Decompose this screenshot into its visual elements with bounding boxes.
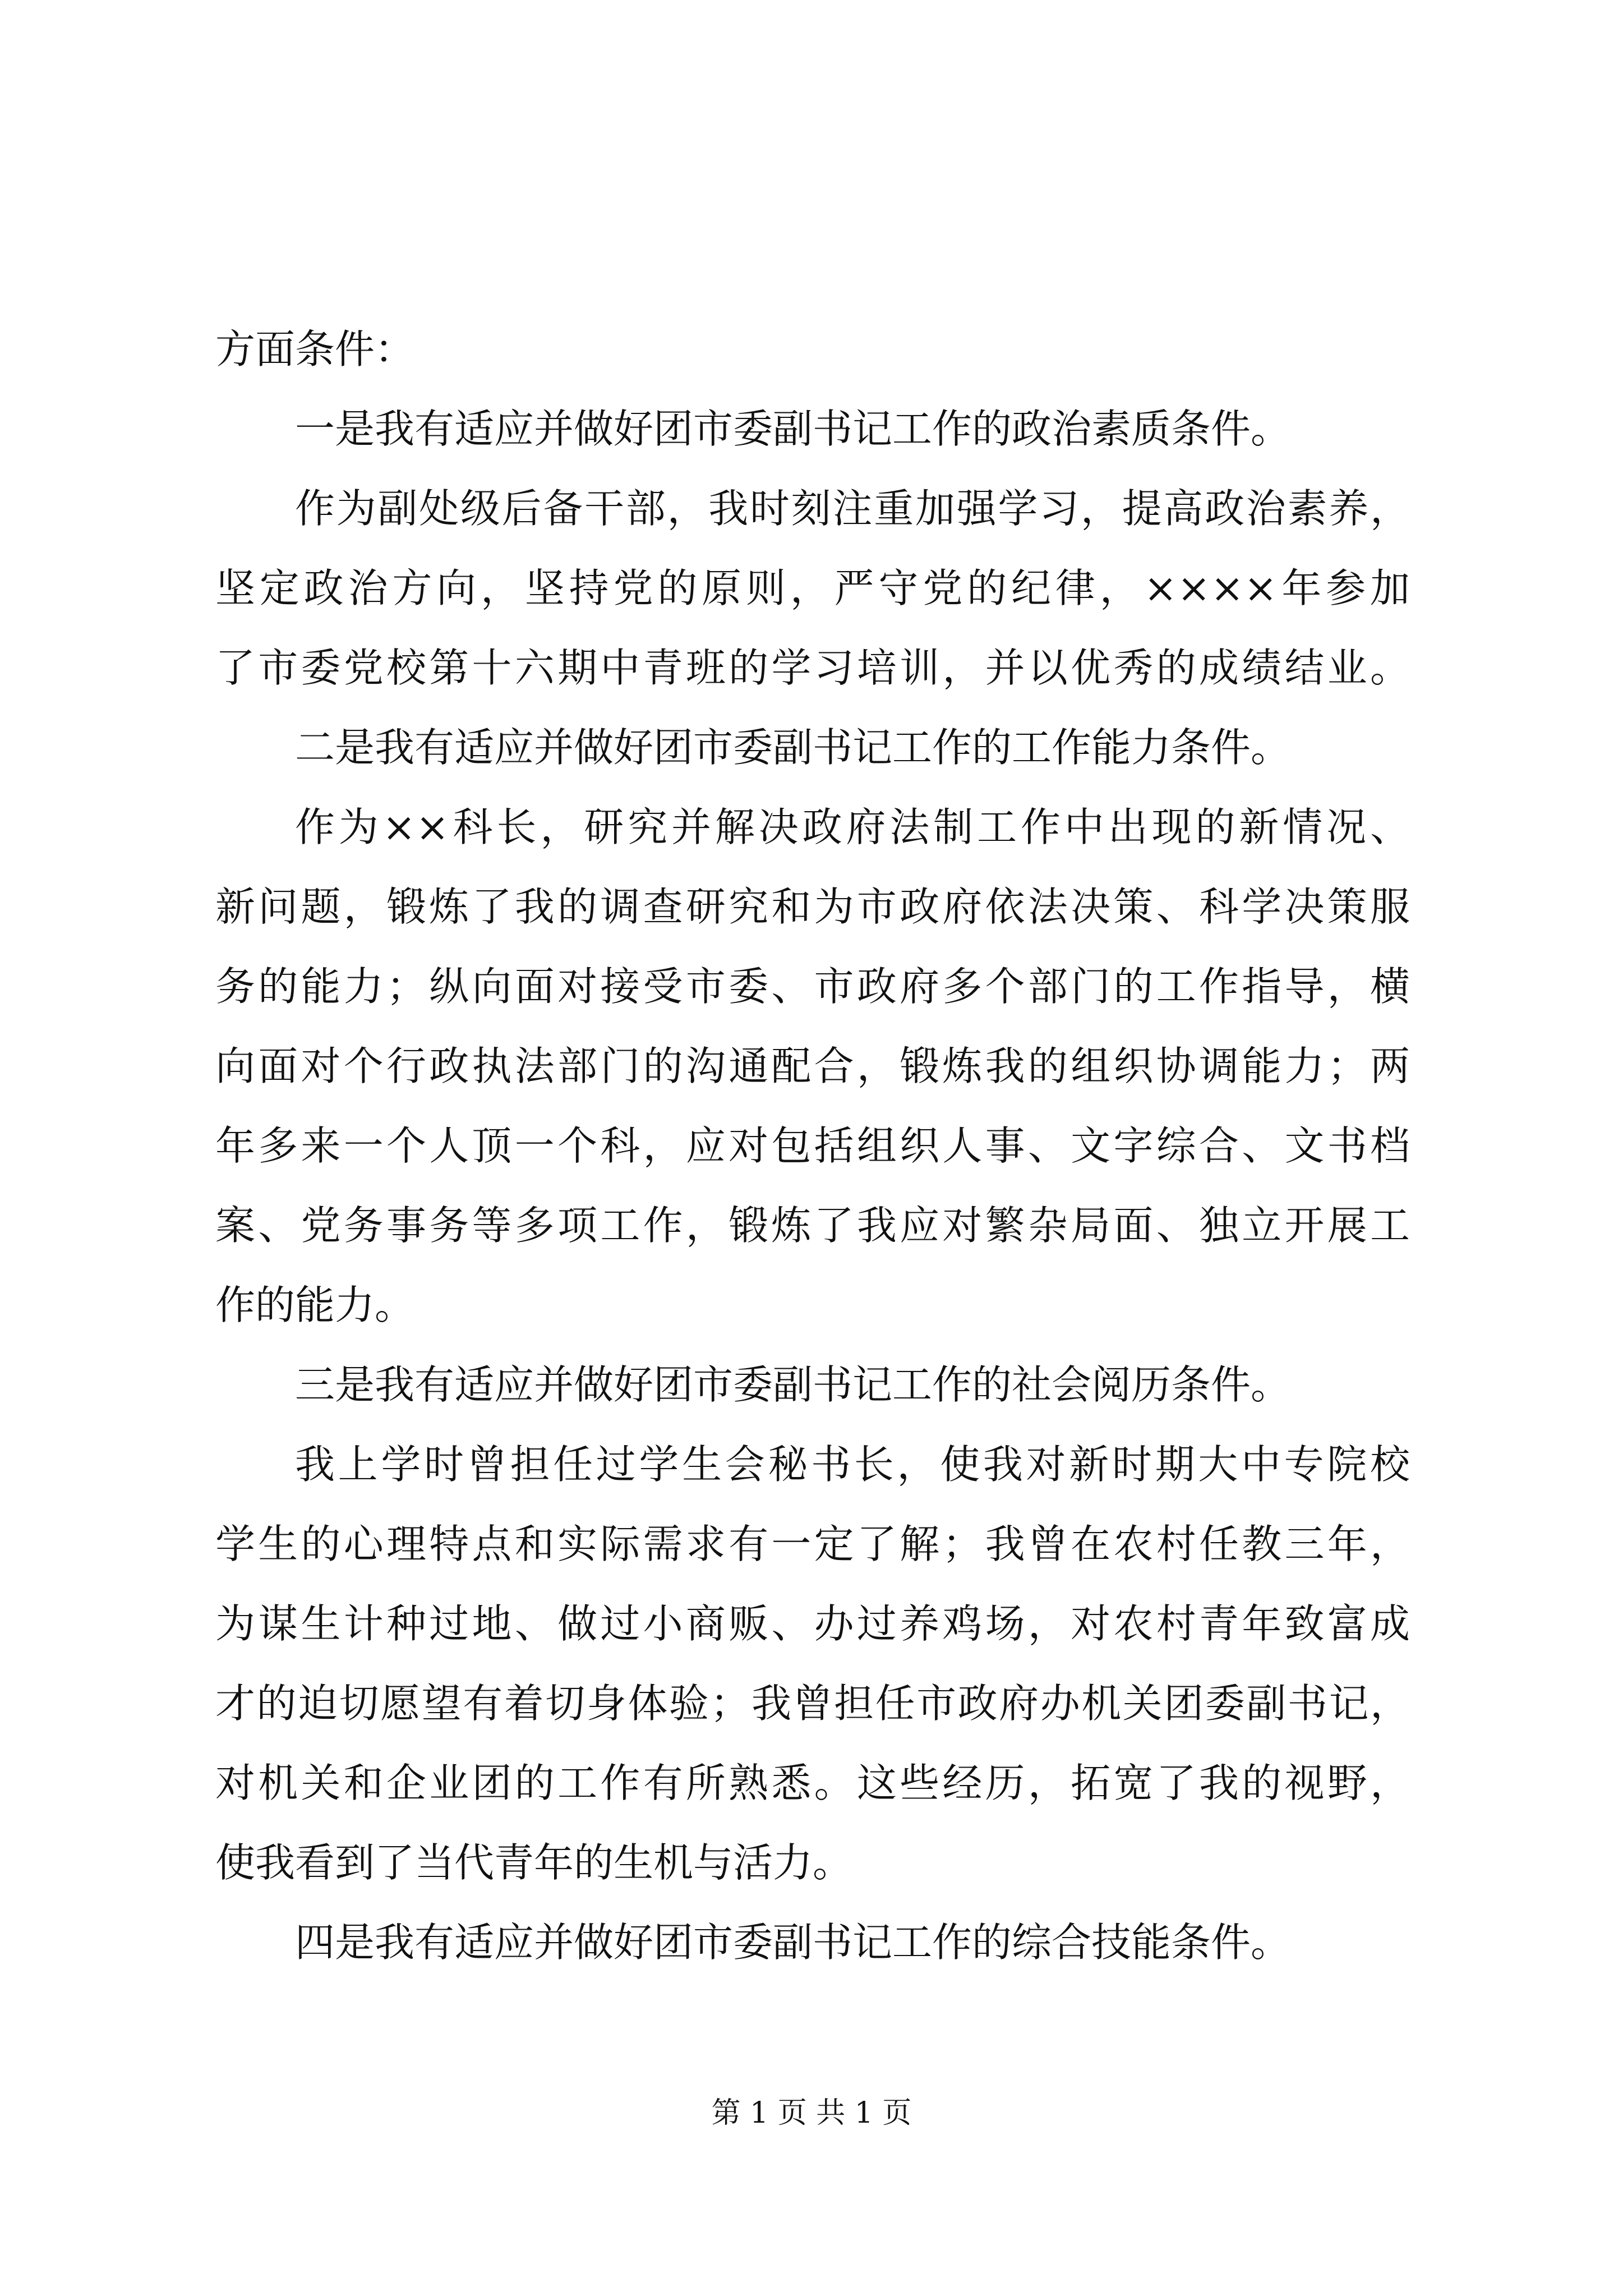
document-body: [215, 310, 1410, 1982]
body-line: 新问题，锻炼了我的调查研究和为市政府依法决策、科学决策服: [215, 884, 1410, 930]
body-line: 才的迫切愿望有着切身体验；我曾担任市政府办机关团委副书记，: [215, 1680, 1410, 1727]
body-line: 作为××科长，研究并解决政府法制工作中出现的新情况、: [295, 804, 1410, 850]
body-line: 务的能力；纵向面对接受市委、市政府多个部门的工作指导，横: [215, 963, 1410, 1010]
page-number-footer: 第 1 页 共 1 页: [711, 2096, 912, 2130]
section-heading: 二是我有适应并做好团市委副书记工作的工作能力条件。: [295, 724, 1291, 771]
body-line: 为谋生计种过地、做过小商贩、办过养鸡场，对农村青年致富成: [215, 1600, 1410, 1647]
body-line: 学生的心理特点和实际需求有一定了解；我曾在农村任教三年，: [215, 1521, 1410, 1567]
section-heading: 三是我有适应并做好团市委副书记工作的社会阅历条件。: [295, 1361, 1291, 1408]
section-heading: 一是我有适应并做好团市委副书记工作的政治素质条件。: [295, 406, 1291, 452]
body-line: 我上学时曾担任过学生会秘书长，使我对新时期大中专院校: [295, 1441, 1410, 1488]
body-line: 对机关和企业团的工作有所熟悉。这些经历，拓宽了我的视野，: [215, 1760, 1410, 1806]
body-line: 使我看到了当代青年的生机与活力。: [215, 1839, 853, 1886]
body-line: 作为副处级后备干部，我时刻注重加强学习，提高政治素养，: [295, 485, 1410, 532]
body-line: 向面对个行政执法部门的沟通配合，锻炼我的组织协调能力；两: [215, 1043, 1410, 1089]
section-heading: 四是我有适应并做好团市委副书记工作的综合技能条件。: [295, 1919, 1291, 1966]
body-line: 了市委党校第十六期中青班的学习培训，并以优秀的成绩结业。: [215, 645, 1410, 691]
body-line: 作的能力。: [215, 1282, 415, 1328]
body-line: 年多来一个人顶一个科，应对包括组织人事、文字综合、文书档: [215, 1122, 1410, 1169]
body-line: 案、党务事务等多项工作，锻炼了我应对繁杂局面、独立开展工: [215, 1202, 1410, 1249]
body-line: 方面条件：: [215, 326, 415, 372]
body-line: 坚定政治方向，坚持党的原则，严守党的纪律，××××年参加: [215, 565, 1410, 611]
